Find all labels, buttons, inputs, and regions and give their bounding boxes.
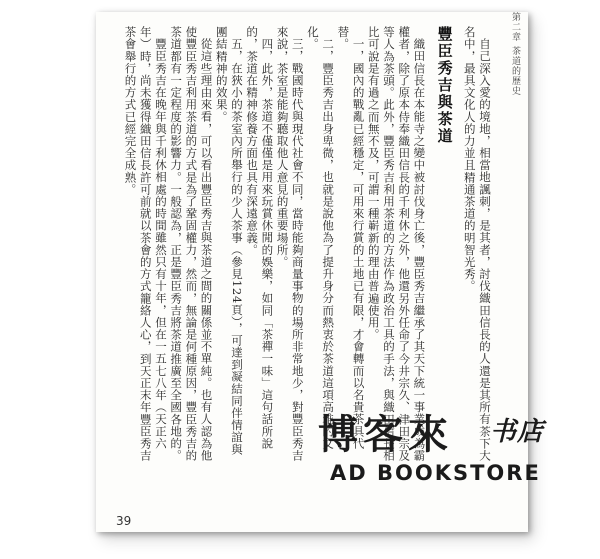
- paragraph: 自己深入愛的境地，相當地諷刺，是其者，討伐織田信長的人還是其所有茶下大名中，最具文化人的力並且精通茶道的明智光秀。: [462, 26, 492, 461]
- paragraph: 三，戰國時代與現代社會不同，當時能夠商量事物的場所非常地少，對豐臣秀吉來說，茶室是能夠聽取他人意見的重要場所。: [275, 26, 305, 461]
- watermark-logo: [318, 403, 574, 493]
- page-number: 39: [116, 514, 132, 528]
- running-header: 第二章 茶道的歷史: [510, 12, 520, 96]
- watermark-subtitle: AD BOOKSTORE: [330, 461, 541, 485]
- watermark-logo-text: 博客來: [318, 412, 453, 458]
- paragraph: 織田信長在本能寺之變中被討伐身亡後，豐臣秀吉繼承了其天下統一事業成為霸權者，除了原本侍奉織田信長的千利休之外，他還另外任命了今井宗久、津田宗及等人為茶頭。此外，豐臣秀吉利用茶道的方法作為政治工具的手法，與織田信長相比可說是有過之而無不及，可謂一種嶄新的理由普遍使用。: [366, 26, 427, 462]
- paragraph: 豐臣秀吉在晚年與千利休相處的時間雖然只有十年，但在一五七八年（天正六年）時，尚未獲得織田信長許可前就以茶會的方式籠絡人心，到天正末年豐臣秀吉茶會舉行的方式已經完全成熟。: [123, 26, 168, 462]
- paragraph: 從這些理由來看，可以看出豐臣秀吉與茶道之間的關係並不單純。也有人認為他使豐臣秀吉利用茶道的方式是為了鞏固權力，然而，無論是何種原因，豐臣秀吉的茶道都有一定程度的影響力。一般認為，正是豐臣秀吉將茶道推廣至全國各地的。: [169, 26, 214, 462]
- paragraph: 四，此外，茶道不僅僅是用來玩賞休閒的娛樂，如同「茶禪一味」這句話所說的，茶道在精神修養方面也具有深遠意義。: [245, 26, 275, 449]
- paragraph: 二，豐臣秀吉出身卑微，也就是說他為了提升身分而熱衷於茶道這項高雅的文化。: [305, 26, 336, 449]
- section-heading: 豐臣秀吉與茶道: [435, 26, 454, 145]
- body-text: [123, 26, 492, 466]
- paragraph: 五，在狹小的茶室內所舉行的少人茶事（參見124頁），可達到凝結同伴情誼與團結精神的效果。: [214, 26, 244, 455]
- paragraph: 一，國內的戰亂已經穩定，可用來行賞的土地已有限，才會轉而以名貴茶具代替。: [336, 26, 366, 449]
- watermark-script-text: 书店: [490, 417, 545, 447]
